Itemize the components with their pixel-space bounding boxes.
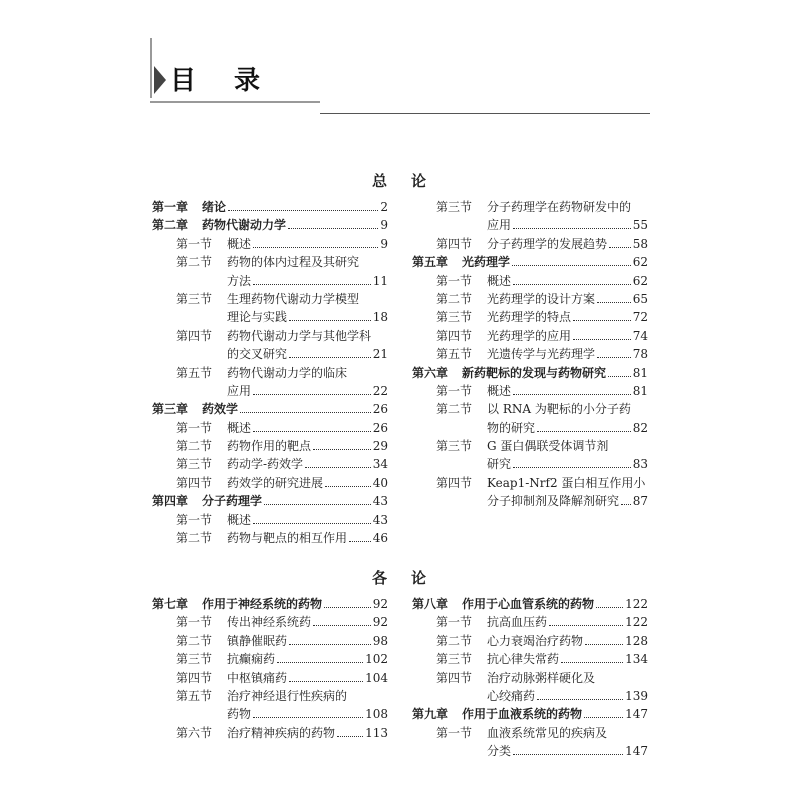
part-heading-general: 总论 [372, 172, 451, 190]
entry-title: 药物代谢动力学与其他学科 [227, 328, 372, 343]
entry-title: 心力衰竭治疗药物 [487, 633, 584, 648]
page-number: 82 [632, 420, 648, 435]
entry-title: 光药理学的应用 [487, 328, 572, 343]
chapter-number: 第五章 [412, 255, 449, 270]
toc-section-entry [152, 272, 388, 290]
chapter-number: 第四章 [152, 494, 189, 509]
dot-leader [609, 246, 631, 248]
entry-text-wrap [487, 455, 648, 473]
entry-text-wrap [202, 198, 388, 216]
toc-section-entry [412, 400, 648, 418]
page-number: 11 [372, 273, 388, 288]
entry-title: 应用 [487, 218, 512, 233]
entry-text-wrap [487, 290, 648, 308]
dot-leader [513, 753, 623, 755]
entry-text-wrap [227, 382, 388, 400]
entry-text-wrap [487, 632, 648, 650]
toc-section-entry [412, 492, 648, 510]
entry-text-wrap [202, 492, 388, 510]
entry-text-wrap [487, 327, 648, 345]
toc-section-entry [412, 437, 648, 455]
toc-column [412, 198, 648, 511]
entry-text-wrap [227, 235, 388, 253]
entry-title: 中枢镇痛药 [227, 670, 288, 685]
dot-leader [513, 393, 631, 395]
entry-text-wrap [227, 650, 388, 668]
toc-chapter-entry [152, 492, 388, 510]
dot-leader [325, 485, 371, 487]
toc-chapter-entry [412, 595, 648, 613]
toc-section-entry [152, 632, 388, 650]
entry-title: 药物代谢动力学的临床 [227, 365, 348, 380]
page-number: 83 [632, 457, 648, 472]
page-number: 81 [632, 383, 648, 398]
toc-section-entry [152, 419, 388, 437]
entry-text-wrap [227, 308, 388, 326]
entry-title: 治疗动脉粥样硬化及 [487, 670, 596, 685]
toc-section-entry [152, 511, 388, 529]
entry-title: 的交叉研究 [227, 347, 288, 362]
entry-text-wrap [227, 437, 388, 455]
toc-section-entry [412, 272, 648, 290]
toc-section-entry [152, 290, 388, 308]
header-long-rule [320, 113, 650, 114]
entry-title: 药效学的研究进展 [227, 475, 324, 490]
section-number: 第三节 [176, 652, 213, 667]
toc-section-entry [152, 474, 388, 492]
entry-text-wrap [462, 253, 648, 271]
entry-text-wrap [227, 705, 388, 723]
page-number: 62 [632, 255, 648, 270]
section-number: 第二节 [436, 291, 473, 306]
entry-title: 概述 [487, 383, 512, 398]
page-number: 122 [625, 615, 648, 630]
toc-chapter-entry [152, 198, 388, 216]
dot-leader [253, 246, 378, 248]
entry-title: 药物与靶点的相互作用 [227, 531, 348, 546]
entry-title: 作用于神经系统的药物 [202, 597, 323, 611]
page-number: 87 [632, 494, 648, 509]
entry-title: 抗高血压药 [487, 615, 548, 630]
entry-text-wrap [227, 669, 388, 687]
entry-text-wrap [487, 272, 648, 290]
section-number: 第四节 [436, 236, 473, 251]
section-number: 第一节 [436, 383, 473, 398]
entry-text-wrap [487, 235, 648, 253]
section-number: 第五节 [176, 365, 213, 380]
entry-text-wrap [227, 474, 388, 492]
page-number: 147 [625, 707, 648, 722]
dot-leader [288, 227, 378, 229]
page-number: 26 [372, 420, 388, 435]
entry-text-wrap [487, 650, 648, 668]
section-number: 第二节 [436, 633, 473, 648]
entry-title: 光药理学的设计方案 [487, 291, 596, 306]
dot-leader [324, 606, 371, 608]
dot-leader [228, 209, 378, 211]
section-number: 第一节 [176, 420, 213, 435]
entry-title: Keap1-Nrf2 蛋白相互作用小 [487, 475, 646, 490]
toc-section-entry [412, 382, 648, 400]
toc-chapter-entry [152, 216, 388, 234]
toc-column [152, 198, 388, 547]
page-number: 46 [372, 531, 388, 546]
section-number: 第五节 [176, 688, 213, 703]
entry-text-wrap [462, 595, 648, 613]
section-number: 第三节 [436, 652, 473, 667]
entry-title: 方法 [227, 273, 252, 288]
toc-section-entry [412, 198, 648, 216]
dot-leader [597, 356, 631, 358]
entry-title: 概述 [227, 420, 252, 435]
section-number: 第四节 [176, 328, 213, 343]
page-number: 92 [372, 615, 388, 630]
entry-text-wrap [487, 687, 648, 705]
page-number: 55 [632, 218, 648, 233]
toc-section-entry [152, 529, 388, 547]
entry-text-wrap [227, 724, 388, 742]
toc-section-entry [152, 235, 388, 253]
toc-section-entry [152, 650, 388, 668]
page-number: 81 [632, 365, 648, 380]
entry-text-wrap [487, 382, 648, 400]
toc-section-entry [412, 216, 648, 234]
page-number: 147 [625, 744, 648, 759]
entry-text-wrap [227, 419, 388, 437]
section-number: 第一节 [176, 615, 213, 630]
section-number: 第一节 [436, 273, 473, 288]
toc-section-entry [412, 650, 648, 668]
dot-leader [289, 356, 371, 358]
page-number: 104 [365, 670, 388, 685]
dot-leader [537, 698, 623, 700]
toc-chapter-entry [412, 364, 648, 382]
page-number: 74 [632, 328, 648, 343]
entry-text-wrap [227, 345, 388, 363]
page-number: 34 [372, 457, 388, 472]
section-number: 第三节 [176, 457, 213, 472]
section-number: 第四节 [436, 328, 473, 343]
entry-title: 作用于血液系统的药物 [462, 707, 583, 722]
dot-leader [573, 338, 631, 340]
section-number: 第四节 [176, 475, 213, 490]
entry-title: 药效学 [202, 402, 239, 417]
page-number: 98 [372, 633, 388, 648]
toc-section-entry [152, 364, 388, 382]
page-number: 58 [632, 236, 648, 251]
entry-title: 分子药理学在药物研发中的 [487, 200, 632, 214]
entry-title: 分子药理学 [202, 494, 263, 509]
entry-text-wrap [227, 511, 388, 529]
toc-section-entry [412, 290, 648, 308]
dot-leader [264, 503, 371, 505]
dot-leader [313, 448, 371, 450]
dot-leader [621, 503, 631, 505]
dot-leader [349, 540, 371, 542]
chapter-number: 第六章 [412, 365, 449, 380]
dot-leader [512, 264, 631, 266]
section-number: 第四节 [176, 670, 213, 685]
header-vertical-rule [150, 38, 152, 98]
entry-title: 概述 [227, 236, 252, 251]
entry-title: 治疗神经退行性疾病的 [227, 688, 348, 703]
entry-title: 心绞痛药 [487, 688, 536, 703]
dot-leader [337, 735, 363, 737]
toc-section-entry [412, 345, 648, 363]
entry-text-wrap [487, 613, 648, 631]
entry-title: 生理药物代谢动力学模型 [227, 291, 360, 306]
entry-title: 药物 [227, 707, 252, 722]
entry-text-wrap [487, 216, 648, 234]
page-number: 108 [365, 707, 388, 722]
section-number: 第二节 [176, 439, 213, 454]
toc-section-entry [152, 437, 388, 455]
page-number: 78 [632, 347, 648, 362]
page-number: 18 [372, 310, 388, 325]
dot-leader [561, 661, 623, 663]
toc-section-entry [152, 345, 388, 363]
page-number: 122 [625, 597, 648, 611]
entry-text-wrap [227, 272, 388, 290]
chapter-number: 第八章 [412, 597, 449, 611]
section-number: 第一节 [176, 512, 213, 527]
toc-chapter-entry [152, 400, 388, 418]
toc-section-entry [152, 455, 388, 473]
page-number: 92 [372, 597, 388, 611]
entry-title: 应用 [227, 383, 252, 398]
dot-leader [277, 661, 363, 663]
page-number: 9 [380, 218, 388, 233]
toc-section-entry [152, 613, 388, 631]
part-heading-specific: 各论 [372, 569, 451, 587]
toc-section-entry [152, 724, 388, 742]
page-number: 26 [372, 402, 388, 417]
page-number: 21 [372, 347, 388, 362]
entry-title: 概述 [487, 273, 512, 288]
entry-title: 概述 [227, 512, 252, 527]
toc-section-entry [412, 613, 648, 631]
entry-title: 药动学-药效学 [227, 457, 304, 472]
entry-title: 分类 [487, 744, 512, 759]
page-number: 2 [380, 200, 388, 214]
entry-title: 抗心律失常药 [487, 652, 560, 667]
toc-section-entry [152, 382, 388, 400]
entry-text-wrap [487, 419, 648, 437]
section-number: 第三节 [176, 291, 213, 306]
toc-section-entry [412, 308, 648, 326]
toc-section-entry [412, 687, 648, 705]
entry-text-wrap [487, 345, 648, 363]
page-number: 22 [372, 383, 388, 398]
section-number: 第三节 [436, 439, 473, 454]
dot-leader [584, 716, 623, 718]
page-number: 40 [372, 475, 388, 490]
entry-text-wrap [227, 613, 388, 631]
page-number: 43 [372, 494, 388, 509]
dot-leader [537, 430, 631, 432]
entry-title: 药物的体内过程及其研究 [227, 255, 360, 270]
dot-leader [253, 393, 371, 395]
section-number: 第四节 [436, 475, 473, 490]
dot-leader [596, 606, 623, 608]
chapter-number: 第七章 [152, 597, 189, 611]
dot-leader [305, 466, 371, 468]
toc-section-entry [412, 669, 648, 687]
entry-title: 药物代谢动力学 [202, 218, 287, 233]
toc-section-entry [412, 474, 648, 492]
entry-title: 传出神经系统药 [227, 615, 312, 630]
page-number: 113 [365, 725, 388, 740]
header-short-rule [150, 101, 320, 103]
entry-title: 理论与实践 [227, 310, 288, 325]
dot-leader [240, 411, 371, 413]
toc-section-entry [152, 687, 388, 705]
section-number: 第二节 [176, 633, 213, 648]
entry-title: 作用于心血管系统的药物 [462, 597, 595, 611]
section-number: 第三节 [436, 310, 473, 325]
page-number: 139 [625, 688, 648, 703]
dot-leader [289, 680, 363, 682]
entry-title: 抗癫痫药 [227, 652, 276, 667]
chapter-number: 第一章 [152, 200, 189, 214]
title-marker-icon [154, 66, 166, 94]
entry-text-wrap [462, 705, 648, 723]
toc-section-entry [412, 327, 648, 345]
entry-title: 治疗精神疾病的药物 [227, 725, 336, 740]
entry-title: 药物作用的靶点 [227, 439, 312, 454]
chapter-number: 第九章 [412, 707, 449, 722]
entry-text-wrap [462, 364, 648, 382]
entry-title: 镇静催眠药 [227, 633, 288, 648]
section-number: 第一节 [436, 615, 473, 630]
entry-title: 光药理学的特点 [487, 310, 572, 325]
entry-title: 物的研究 [487, 420, 536, 435]
entry-title: G 蛋白偶联受体调节剂 [487, 439, 609, 454]
dot-leader [513, 283, 631, 285]
toc-section-entry [152, 308, 388, 326]
toc-column [152, 595, 388, 742]
entry-text-wrap [227, 632, 388, 650]
section-number: 第二节 [436, 402, 473, 417]
dot-leader [253, 283, 371, 285]
entry-text-wrap [202, 400, 388, 418]
dot-leader [253, 430, 371, 432]
dot-leader [549, 624, 623, 626]
entry-text-wrap [227, 455, 388, 473]
page-number: 65 [632, 291, 648, 306]
section-number: 第一节 [436, 725, 473, 740]
entry-text-wrap [202, 595, 388, 613]
dot-leader [597, 301, 631, 303]
entry-title: 分子抑制剂及降解剂研究 [487, 494, 620, 509]
entry-title: 绪论 [202, 200, 227, 214]
toc-section-entry [412, 455, 648, 473]
page-number: 62 [632, 273, 648, 288]
toc-section-entry [412, 724, 648, 742]
dot-leader [573, 319, 631, 321]
entry-title: 研究 [487, 457, 512, 472]
dot-leader [513, 466, 631, 468]
section-number: 第五节 [436, 347, 473, 362]
dot-leader [513, 227, 631, 229]
chapter-number: 第二章 [152, 218, 189, 233]
entry-text-wrap [487, 308, 648, 326]
toc-section-entry [412, 632, 648, 650]
toc-chapter-entry [152, 595, 388, 613]
toc-section-entry [152, 327, 388, 345]
section-number: 第一节 [176, 236, 213, 251]
page-number: 72 [632, 310, 648, 325]
entry-title: 以 RNA 为靶标的小分子药 [487, 402, 631, 417]
chapter-number: 第三章 [152, 402, 189, 417]
entry-title: 新药靶标的发现与药物研究 [462, 365, 607, 380]
toc-section-entry [412, 419, 648, 437]
page-number: 29 [372, 439, 388, 454]
dot-leader [313, 624, 371, 626]
dot-leader [253, 716, 363, 718]
section-number: 第三节 [436, 200, 473, 214]
page-number: 134 [625, 652, 648, 667]
entry-text-wrap [487, 492, 648, 510]
dot-leader [585, 643, 623, 645]
section-number: 第六节 [176, 725, 213, 740]
entry-title: 分子药理学的发展趋势 [487, 236, 608, 251]
dot-leader [289, 319, 371, 321]
page-title: 目录 [170, 66, 299, 96]
toc-section-entry [412, 235, 648, 253]
section-number: 第四节 [436, 670, 473, 685]
page-number: 9 [380, 236, 388, 251]
page-number: 128 [625, 633, 648, 648]
page-number: 102 [365, 652, 388, 667]
section-number: 第二节 [176, 255, 213, 270]
entry-text-wrap [227, 529, 388, 547]
entry-title: 光药理学 [462, 255, 511, 270]
dot-leader [289, 643, 371, 645]
toc-section-entry [152, 253, 388, 271]
toc-column [412, 595, 648, 761]
entry-title: 血液系统常见的疾病及 [487, 725, 608, 740]
toc-section-entry [152, 705, 388, 723]
toc-section-entry [412, 742, 648, 760]
section-number: 第二节 [176, 531, 213, 546]
entry-text-wrap [487, 742, 648, 760]
dot-leader [253, 522, 371, 524]
toc-chapter-entry [412, 253, 648, 271]
page-number: 43 [372, 512, 388, 527]
dot-leader [608, 375, 631, 377]
entry-title: 光遗传学与光药理学 [487, 347, 596, 362]
toc-section-entry [152, 669, 388, 687]
entry-text-wrap [202, 216, 388, 234]
toc-chapter-entry [412, 705, 648, 723]
